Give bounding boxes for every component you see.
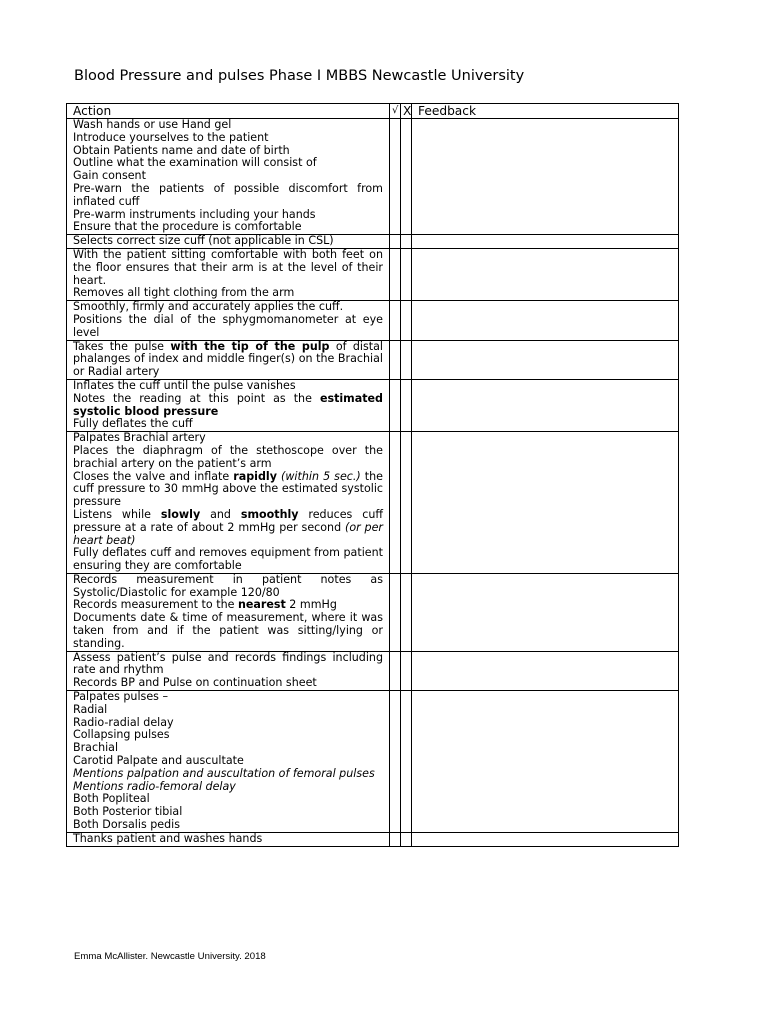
- action-cell: [67, 573, 390, 651]
- action-text: Notes the reading at this point as the: [73, 391, 320, 405]
- action-line: [73, 314, 383, 340]
- table-row: [67, 379, 679, 431]
- action-text: Pre-warn the patients of possible discomfort from inflated cuff: [73, 181, 383, 208]
- table-row: [67, 832, 679, 846]
- action-text: Fully deflates the cuff: [73, 417, 193, 431]
- tick-cell[interactable]: [390, 651, 401, 690]
- action-text: Pre-warm instruments including your hands: [73, 207, 316, 221]
- action-text: Fully deflates cuff and removes equipment from patient ensuring they are comfortable: [73, 546, 383, 573]
- table-row: [67, 301, 679, 340]
- action-text: Thanks patient and washes hands: [73, 831, 263, 845]
- action-line: [73, 547, 383, 573]
- action-text: Radio-radial delay: [73, 715, 174, 729]
- document-title: Blood Pressure and pulses Phase I MBBS Newcastle University: [74, 68, 525, 84]
- table-row: [67, 573, 679, 651]
- action-cell: [67, 691, 390, 833]
- action-text: Obtain Patients name and date of birth: [73, 143, 290, 157]
- tick-cell[interactable]: [390, 235, 401, 249]
- action-cell: [67, 301, 390, 340]
- cross-cell[interactable]: [401, 379, 412, 431]
- action-cell: [67, 832, 390, 846]
- action-text: Collapsing pulses: [73, 728, 170, 742]
- action-cell: [67, 340, 390, 379]
- action-cell: [67, 119, 390, 235]
- action-line: [73, 221, 383, 234]
- action-text: Ensure that the procedure is comfortable: [73, 220, 302, 234]
- header-cross: X: [401, 104, 412, 119]
- action-text: and: [200, 507, 241, 521]
- action-text: Takes the pulse: [73, 339, 171, 353]
- action-text: (within 5 sec.): [281, 469, 361, 483]
- feedback-cell[interactable]: [412, 573, 679, 651]
- checklist-table: [66, 103, 679, 847]
- action-line: [73, 574, 383, 600]
- action-text: rapidly: [233, 469, 277, 483]
- feedback-cell[interactable]: [412, 248, 679, 300]
- action-line: [73, 183, 383, 209]
- action-line: [73, 418, 383, 431]
- cross-cell[interactable]: [401, 340, 412, 379]
- action-text: Records BP and Pulse on continuation sheet: [73, 676, 317, 690]
- tick-cell[interactable]: [390, 340, 401, 379]
- action-text: Introduce yourselves to the patient: [73, 130, 269, 144]
- action-line: [73, 677, 383, 690]
- cross-cell[interactable]: [401, 432, 412, 574]
- header-tick: √: [390, 104, 401, 119]
- action-text: (or per heart beat): [73, 520, 383, 547]
- feedback-cell[interactable]: [412, 691, 679, 833]
- action-line: [73, 341, 383, 379]
- tick-cell[interactable]: [390, 248, 401, 300]
- action-text: of distal phalanges of index and middle finger(s) on the Brachial or Radial artery: [73, 339, 383, 379]
- action-cell: [67, 432, 390, 574]
- header-feedback: Feedback: [412, 104, 679, 119]
- action-text: Removes all tight clothing from the arm: [73, 286, 295, 300]
- action-text: Positions the dial of the sphygmomanometer at eye level: [73, 312, 383, 339]
- action-line: [73, 287, 383, 300]
- action-text: Records measurement to the: [73, 598, 238, 612]
- tick-cell[interactable]: [390, 432, 401, 574]
- table-row: [67, 248, 679, 300]
- action-line: [73, 249, 383, 287]
- tick-cell[interactable]: [390, 573, 401, 651]
- action-text: Carotid Palpate and auscultate: [73, 754, 244, 768]
- action-text: nearest: [237, 598, 286, 612]
- action-text: Outline what the examination will consist of: [73, 156, 317, 170]
- action-text: Assess patient’s pulse and records findings including rate and rhythm: [73, 650, 383, 677]
- action-cell: [67, 651, 390, 690]
- action-text: Both Popliteal: [73, 792, 150, 806]
- action-line: [73, 612, 383, 650]
- tick-cell[interactable]: [390, 691, 401, 833]
- action-text: Brachial: [73, 741, 119, 755]
- cross-cell[interactable]: [401, 832, 412, 846]
- table-row: [67, 119, 679, 235]
- tick-cell[interactable]: [390, 119, 401, 235]
- action-text: Mentions radio-femoral delay: [73, 779, 236, 793]
- table-row: [67, 340, 679, 379]
- feedback-cell[interactable]: [412, 651, 679, 690]
- action-text: Both Posterior tibial: [73, 805, 183, 819]
- action-text: the cuff pressure to 30 mmHg above the estimated systolic pressure: [73, 469, 384, 509]
- footer-credit: Emma McAllister. Newcastle University. 2018: [74, 951, 266, 962]
- cross-cell[interactable]: [401, 651, 412, 690]
- action-text: with the tip of the pulp: [170, 339, 330, 353]
- action-text: Smoothly, firmly and accurately applies the cuff.: [73, 300, 344, 314]
- action-text: Places the diaphragm of the stethoscope over the brachial artery on the patient’s arm: [73, 443, 383, 470]
- cross-cell[interactable]: [401, 301, 412, 340]
- header-action: Action: [67, 104, 390, 119]
- tick-cell[interactable]: [390, 832, 401, 846]
- action-line: [73, 445, 383, 471]
- action-text: reduces cuff pressure at a rate of about 2 mmHg per second: [73, 507, 383, 534]
- action-line: [73, 652, 383, 678]
- cross-cell[interactable]: [401, 235, 412, 249]
- action-line: [73, 471, 383, 509]
- tick-cell[interactable]: [390, 379, 401, 431]
- feedback-cell[interactable]: [412, 432, 679, 574]
- action-line: [73, 691, 383, 704]
- cross-cell[interactable]: [401, 691, 412, 833]
- action-text: Records measurement in patient notes as Systolic/Diastolic for example 120/80: [73, 572, 383, 599]
- action-line: [73, 509, 383, 547]
- table-row: [67, 651, 679, 690]
- cross-cell[interactable]: [401, 573, 412, 651]
- action-line: [73, 729, 383, 742]
- action-line: [73, 819, 383, 832]
- table-row: [67, 235, 679, 249]
- action-cell: [67, 379, 390, 431]
- action-text: Documents date & time of measurement, where it was taken from and if the patient was sitting/lying or standing.: [73, 611, 383, 650]
- table-row: [67, 432, 679, 574]
- feedback-cell[interactable]: [412, 301, 679, 340]
- action-text: Inflates the cuff until the pulse vanishes: [73, 378, 296, 392]
- action-text: Mentions palpation and auscultation of femoral pulses: [73, 766, 375, 780]
- action-text: 2 mmHg: [285, 598, 337, 612]
- table-header-row: [67, 104, 679, 119]
- action-line: [73, 235, 383, 248]
- action-text: Radial: [73, 702, 108, 716]
- feedback-cell[interactable]: [412, 379, 679, 431]
- action-text: Wash hands or use Hand gel: [73, 118, 232, 131]
- action-text: slowly: [160, 507, 201, 521]
- action-text: Palpates Brachial artery: [73, 431, 206, 445]
- action-line: [73, 833, 383, 846]
- feedback-cell[interactable]: [412, 340, 679, 379]
- action-line: [73, 393, 383, 419]
- action-text: With the patient sitting comfortable with both feet on the floor ensures that their arm is at the level of their heart.: [73, 247, 383, 287]
- feedback-cell[interactable]: [412, 235, 679, 249]
- cross-cell[interactable]: [401, 248, 412, 300]
- action-text: Palpates pulses –: [73, 690, 169, 704]
- action-cell: [67, 248, 390, 300]
- action-cell: [67, 235, 390, 249]
- action-text: estimated systolic blood pressure: [73, 391, 383, 418]
- action-text: Both Dorsalis pedis: [73, 818, 181, 832]
- table-row: [67, 691, 679, 833]
- feedback-cell[interactable]: [412, 119, 679, 235]
- cross-cell[interactable]: [401, 119, 412, 235]
- action-text: smoothly: [240, 507, 299, 521]
- tick-cell[interactable]: [390, 301, 401, 340]
- action-text: Listens while: [73, 507, 161, 521]
- action-text: Closes the valve and inflate: [73, 469, 234, 483]
- action-text: Gain consent: [73, 169, 146, 183]
- action-text: Selects correct size cuff (not applicable in CSL): [73, 234, 334, 248]
- feedback-cell[interactable]: [412, 832, 679, 846]
